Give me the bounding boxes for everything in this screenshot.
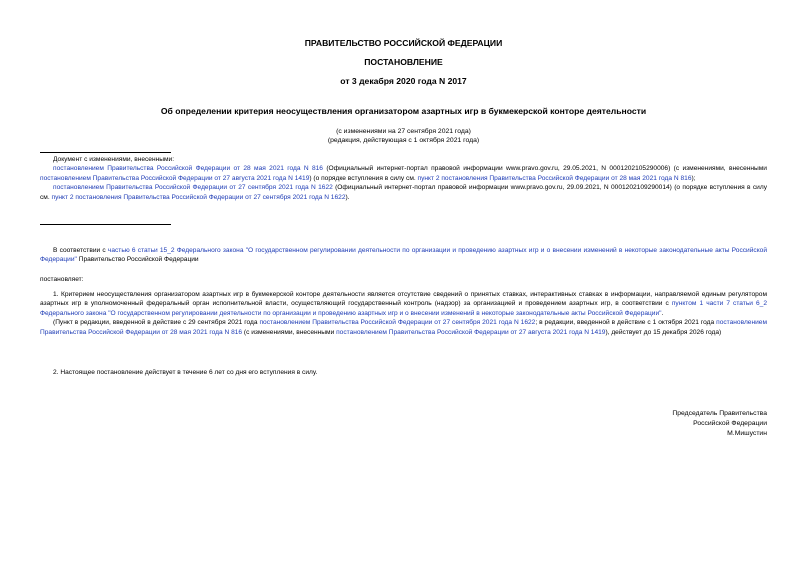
date-number: от 3 декабря 2020 года N 2017 [340,76,467,86]
link-clause-2-decree-1622[interactable]: пункт 2 постановления Правительства Российской Федерации от 27 сентября 2021 года N 1622 [51,193,346,201]
changes-item-2: постановлением Правительства Российской Федерации от 27 сентября 2021 года N 1622 (Официальный интернет-портал правовой информации www.pravo.gov.ru, 29.09.2021, N 0001202109290014) (о порядке вступления в силу см. пункт 2 постановления Правительства Российской Федерации от 27 сентября 2021 года N 1622). [40,184,767,201]
clause-2: 2. Настоящее постановление действует в течение 6 лет со дня его вступления в силу. [53,369,318,376]
link-decree-816[interactable]: постановлением Правительства Российской Федерации от 28 мая 2021 года N 816 [53,165,323,173]
link-note-decree-816[interactable]: постановлением Правительства Российской Федерации от 28 мая 2021 года N 816 [40,319,767,336]
link-clause-2-decree-816[interactable]: пункт 2 постановления Правительства Российской Федерации от 28 мая 2021 года N 816 [417,174,692,182]
changes-intro: Документ с изменениями, внесенными: [53,156,175,163]
signature-country: Российской Федерации [693,420,767,427]
link-note-decree-1622[interactable]: постановлением Правительства Российской Федерации от 27 сентября 2021 года N 1622 [259,319,536,327]
clause-1-note: (Пункт в редакции, введенной в действие с 29 сентября 2021 года постановлением Правительства Российской Федерации от 27 сентября 2021 года N 1622; в редакции, введенной в действие с 1 октября 2021 года постановлением Правительства Российской Федерации от 28 мая 2021 года N 816 (с изменениями, внесенными постановлением Правительства Российской Федерации от 27 августа 2021 года N 1419), действует до 15 декабря 2026 года) [40,319,767,336]
link-decree-1622[interactable]: постановлением Правительства Российской Федерации от 27 сентября 2021 года N 1622 [53,184,333,192]
link-federal-law-clause-1[interactable]: пунктом 1 части 7 статьи 6_2 Федерального закона "О государственном регулировании деятельности по организации и проведению азартных игр и о внесении изменений в некоторые законодательные акты Российской Федерации" [40,300,767,317]
changes-item-1: постановлением Правительства Российской Федерации от 28 мая 2021 года N 816 (Официальный интернет-портал правовой информации www.pravo.gov.ru, 29.05.2021, N 0001202105290006) (с изменениями, внесенными постановлением Правительства Российской Федерации от 27 августа 2021 года N 1419) (о порядке вступления в силу см. пункт 2 постановления Правительства Российской Федерации от 28 мая 2021 года N 816); [40,165,767,182]
decides-label: постановляет: [40,276,84,283]
edition-changes: (с изменениями на 27 сентября 2021 года) [336,128,471,135]
divider-top [40,152,171,153]
signature-block [672,409,767,439]
link-federal-law-part-6[interactable]: частью 6 статьи 15_2 Федерального закона "О государственном регулировании деятельности по организации и проведению азартных игр и о внесении изменений в некоторые законодательные акты Российской Федерации" [40,247,768,264]
signature-name: М.Мишустин [727,430,767,437]
link-note-decree-1419[interactable]: постановлением Правительства Российской Федерации от 27 августа 2021 года N 1419 [336,328,606,336]
document-type: ПОСТАНОВЛЕНИЕ [364,57,443,67]
government-heading: ПРАВИТЕЛЬСТВО РОССИЙСКОЙ ФЕДЕРАЦИИ [304,38,503,48]
edition-current: (редакция, действующая с 1 октября 2021 года) [327,137,480,144]
divider-bottom [40,224,171,225]
signature-position: Председатель Правительства [672,410,767,417]
changes-block [40,155,767,202]
preamble: В соответствии с частью 6 статьи 15_2 Федерального закона "О государственном регулировании деятельности по организации и проведению азартных игр и о внесении изменений в некоторые законодательные акты Российской Федерации" Правительство Российской Федерации [40,247,768,264]
document-title: Об определении критерия неосуществления организатором азартных игр в букмекерской конторе деятельности [160,106,647,116]
link-decree-1419[interactable]: постановлением Правительства Российской Федерации от 27 августа 2021 года N 1419 [40,174,310,182]
clause-1: 1. Критерием неосуществления организатором азартных игр в букмекерской конторе деятельности является отсутствие сведений о принятых ставках, интерактивных ставках в информации, направляемой единым регулятором азартных игр в уполномоченный федеральный орган исполнительной власти, осуществляющий государственный контроль (надзор) за организацией и проведением азартных игр, в соответствии с пунктом 1 части 7 статьи 6_2 Федерального закона "О государственном регулировании деятельности по организации и проведению азартных игр и о внесении изменений в некоторые законодательные акты Российской Федерации". (Пункт в редакции, введенной в действие с 29 сентября 2021 года постановлением Правительства Российской Федерации от 27 сентября 2021 года N 1622; в редакции, введенной в действие с 1 октября 2021 года постановлением Правительства Российской Федерации от 28 мая 2021 года N 816 (с изменениями, внесенными постановлением Правительства Российской Федерации от 27 августа 2021 года N 1419), действует до 15 декабря 2026 года) [40,291,767,336]
